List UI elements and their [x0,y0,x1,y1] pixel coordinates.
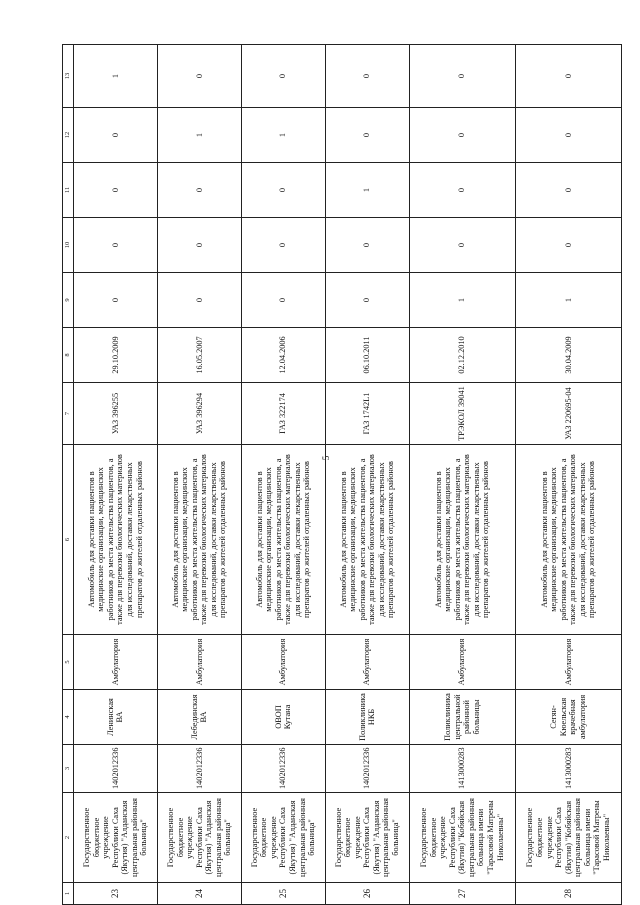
table-row [515,45,621,905]
count-cell: 0 [74,163,158,218]
column-number: 11 [63,163,74,218]
column-number: 4 [63,690,74,745]
column-number: 12 [63,108,74,163]
manufacture-date: 29.10.2009 [74,328,158,383]
count-cell: 0 [515,108,621,163]
count-cell: 0 [74,218,158,273]
count-cell: 0 [409,108,515,163]
column-number: 5 [63,635,74,690]
count-cell: 0 [325,218,409,273]
count-cell: 0 [157,45,241,108]
manufacture-date: 30.04.2009 [515,328,621,383]
organization-name: Государственное бюджетное учреждение Республики Саха (Якутия) "Алданская центральная районная больница" [325,793,409,883]
count-cell: 0 [515,45,621,108]
vehicle-model: УАЗ 396255 [74,383,158,445]
vehicle-model: УАЗ 220695-04 [515,383,621,445]
row-number: 28 [515,883,621,905]
rotated-page [62,45,622,905]
vehicle-register-table [62,44,622,905]
column-number-row [63,45,74,905]
inn-code: 1402012336 [157,745,241,793]
table-row [74,45,158,905]
count-cell: 1 [241,108,325,163]
count-cell: 0 [515,218,621,273]
facility-type: Амбулатория [409,635,515,690]
column-number: 6 [63,445,74,635]
table-row [409,45,515,905]
count-cell: 1 [74,45,158,108]
count-cell: 1 [515,273,621,328]
inn-code: 1413000283 [515,745,621,793]
subdivision-name: Ленинская ВА [74,690,158,745]
subdivision-name: Сегян-Кюельская врачебная амбулатория [515,690,621,745]
vehicle-model: ТРЭКОЛ 39041 [409,383,515,445]
organization-name: Государственное бюджетное учреждение Республики Саха (Якутия) "Алданская центральная районная больница" [74,793,158,883]
count-cell: 0 [515,163,621,218]
column-number: 8 [63,328,74,383]
row-number: 26 [325,883,409,905]
facility-type: Амбулатория [74,635,158,690]
count-cell: 0 [409,218,515,273]
count-cell: 0 [74,108,158,163]
table-row [241,45,325,905]
count-cell: 0 [409,45,515,108]
row-number: 25 [241,883,325,905]
vehicle-purpose: Автомобиль для доставки пациентов в медицинские организации, медицинских работников до места жительства пациентов, а также для перевозки биологических материалов для исследований, доставки лекарственных препаратов до жителей отдаленных районов [515,445,621,635]
vehicle-model: УАЗ 396294 [157,383,241,445]
count-cell: 0 [74,273,158,328]
count-cell: 0 [325,45,409,108]
count-cell: 0 [157,163,241,218]
page-number: 5 [321,455,331,461]
facility-type: Амбулатория [157,635,241,690]
facility-type: Амбулатория [325,635,409,690]
count-cell: 0 [325,108,409,163]
table-row [157,45,241,905]
inn-code: 1402012336 [74,745,158,793]
vehicle-model: ГАЗ 1742L1 [325,383,409,445]
table-row [325,45,409,905]
count-cell: 1 [325,163,409,218]
inn-code: 1402012336 [241,745,325,793]
inn-code: 1402012336 [325,745,409,793]
column-number: 9 [63,273,74,328]
manufacture-date: 16.05.2007 [157,328,241,383]
inn-code: 1413000283 [409,745,515,793]
facility-type: Амбулатория [241,635,325,690]
count-cell: 0 [409,163,515,218]
subdivision-name: Поликлиника центральной районной больницы [409,690,515,745]
count-cell: 0 [241,163,325,218]
column-number: 10 [63,218,74,273]
organization-name: Государственное бюджетное учреждение Республики Саха (Якутия) "Кобяйская центральная районная больница имени "Тарасовой Матрены Николаевны" [515,793,621,883]
column-number: 3 [63,745,74,793]
organization-name: Государственное бюджетное учреждение Республики Саха (Якутия) "Кобяйская центральная районная больница имени "Тарасовой Матрены Николаевны" [409,793,515,883]
column-number: 13 [63,45,74,108]
vehicle-purpose: Автомобиль для доставки пациентов в медицинские организации, медицинских работников до места жительства пациентов, а также для перевозки биологических материалов для исследований, доставки лекарственных препаратов до жителей отдаленных районов [325,445,409,635]
count-cell: 1 [409,273,515,328]
row-number: 23 [74,883,158,905]
organization-name: Государственное бюджетное учреждение Республики Саха (Якутия) "Алданская центральная районная больница" [241,793,325,883]
count-cell: 1 [157,108,241,163]
count-cell: 0 [241,273,325,328]
vehicle-purpose: Автомобиль для доставки пациентов в медицинские организации, медицинских работников до места жительства пациентов, а также для перевозки биологических материалов для исследований, доставки лекарственных препаратов до жителей отдаленных районов [74,445,158,635]
facility-type: Амбулатория [515,635,621,690]
count-cell: 0 [157,273,241,328]
vehicle-purpose: Автомобиль для доставки пациентов в медицинские организации, медицинских работников до места жительства пациентов, а также для перевозки биологических материалов для исследований, доставки лекарственных препаратов до жителей отдаленных районов [241,445,325,635]
count-cell: 0 [241,218,325,273]
vehicle-purpose: Автомобиль для доставки пациентов в медицинские организации, медицинских работников до места жительства пациентов, а также для перевозки биологических материалов для исследований, доставки лекарственных препаратов до жителей отдаленных районов [409,445,515,635]
subdivision-name: Лебединская ВА [157,690,241,745]
count-cell: 0 [157,218,241,273]
column-number: 7 [63,383,74,445]
subdivision-name: Поликлиника НКБ [325,690,409,745]
count-cell: 0 [241,45,325,108]
column-number: 2 [63,793,74,883]
vehicle-purpose: Автомобиль для доставки пациентов в медицинские организации, медицинских работников до места жительства пациентов, а также для перевозки биологических материалов для исследований, доставки лекарственных препаратов до жителей отдаленных районов [157,445,241,635]
column-number: 1 [63,883,74,905]
subdivision-name: ОВОП Кутана [241,690,325,745]
vehicle-model: ГАЗ 322174 [241,383,325,445]
manufacture-date: 12.04.2006 [241,328,325,383]
count-cell: 0 [325,273,409,328]
manufacture-date: 06.10.2011 [325,328,409,383]
organization-name: Государственное бюджетное учреждение Республики Саха (Якутия) "Алданская центральная районная больница" [157,793,241,883]
row-number: 27 [409,883,515,905]
row-number: 24 [157,883,241,905]
manufacture-date: 02.12.2010 [409,328,515,383]
